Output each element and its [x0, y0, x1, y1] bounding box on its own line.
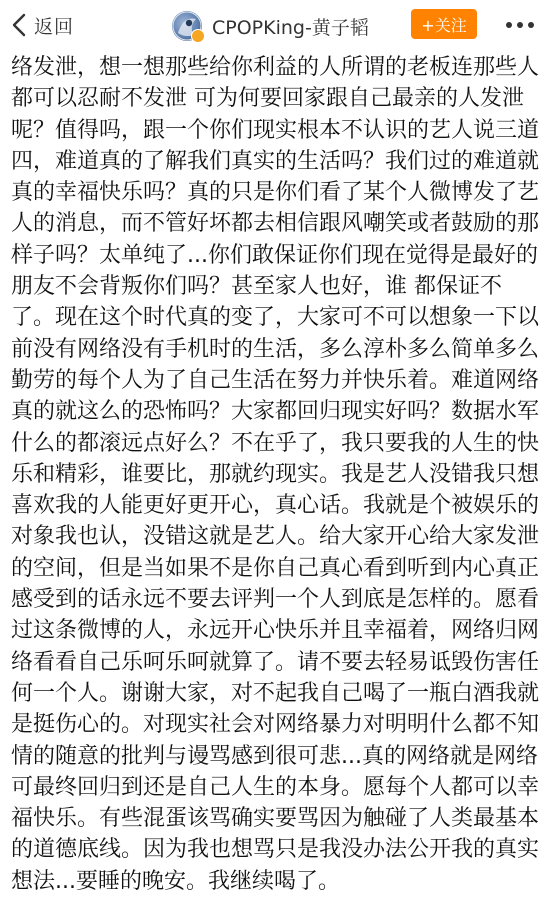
profile-header[interactable]	[172, 8, 369, 44]
verified-badge-icon	[191, 29, 205, 43]
post-line: 朋友不会背叛你们吗？甚至家人也好，谁 都保证不	[11, 274, 502, 300]
post-line: 真的幸福快乐吗？真的只是你们看了某个人微博发了艺	[11, 180, 540, 206]
post-line: 情的随意的批判与谩骂感到很可悲...真的网络就是网络	[11, 743, 538, 769]
post-text	[0, 52, 550, 897]
post-line: 过这条微博的人，永远开心快乐并且幸福着，网络归网	[11, 618, 540, 644]
post-body	[0, 52, 550, 894]
post-line: 络看看自己乐呵乐呵就算了。请不要去轻易诋毁伤害任	[11, 649, 540, 675]
follow-button[interactable]: +关注	[411, 9, 477, 39]
post-line: 络发泄，想一想那些给你利益的人所谓的老板连那些人	[11, 55, 540, 80]
post-line: 前没有网络没有手机时的生活，多么淳朴多么简单多么	[11, 336, 540, 362]
post-line: 福快乐。有些混蛋该骂确实要骂因为触碰了人类最基本	[11, 806, 540, 832]
back-label: 返回	[34, 15, 75, 38]
post-line: 乐和精彩，谁要比，那就约现实。我是艺人没错我只想	[11, 461, 540, 487]
post-line: 的空间，但是当如果不是你自己真心看到听到内心真正	[11, 555, 540, 581]
chevron-left-icon	[10, 12, 28, 38]
post-line: 可最终回归到还是自己人生的本身。愿每个人都可以幸	[11, 774, 540, 800]
post-line: 是挺伤心的。对现实社会对网络暴力对明明什么都不知	[11, 712, 540, 738]
post-line: 何一个人。谢谢大家，对不起我自己喝了一瓶白酒我就	[11, 680, 540, 706]
post-line: 呢？值得吗，跟一个你们现实根本不认识的艺人说三道	[11, 117, 540, 143]
post-line: 感受到的话永远不要去评判一个人到底是怎样的。愿看	[11, 587, 540, 613]
post-line: 样子吗？太单纯了...你们敢保证你们现在觉得是最好的	[11, 242, 538, 268]
post-line: 对象我也认，没错这就是艺人。给大家开心给大家发泄	[11, 524, 540, 550]
post-line: 了。现在这个时代真的变了，大家可不可以想象一下以	[11, 305, 540, 331]
post-line: 想法...要睡的晚安。我继续喝了。	[11, 868, 340, 894]
top-bar	[0, 0, 550, 52]
post-line: 的道德底线。因为我也想骂只是我没办法公开我的真实	[11, 837, 540, 863]
post-line: 真的就这么的恐怖吗？大家都回归现实好吗？数据水军	[11, 399, 540, 425]
more-button[interactable]	[500, 12, 540, 38]
avatar[interactable]	[172, 11, 202, 41]
post-line: 什么的都滚远点好么？不在乎了，我只要我的人生的快	[11, 430, 540, 456]
post-line: 喜欢我的人能更好更开心，真心话。我就是个被娱乐的	[11, 493, 540, 519]
back-button[interactable]	[10, 10, 74, 40]
more-dots-icon	[505, 21, 535, 29]
user-name: CPOPKing-黄子韬	[212, 16, 369, 39]
post-line: 四，难道真的了解我们真实的生活吗？我们过的难道就	[11, 148, 540, 174]
post-line: 勤劳的每个人为了自己生活在努力并快乐着。难道网络	[11, 367, 540, 393]
post-line: 人的消息，而不管好坏都去相信跟风嘲笑或者鼓励的那	[11, 211, 540, 237]
post-line: 都可以忍耐不发泄 可为何要回家跟自己最亲的人发泄	[11, 86, 524, 112]
